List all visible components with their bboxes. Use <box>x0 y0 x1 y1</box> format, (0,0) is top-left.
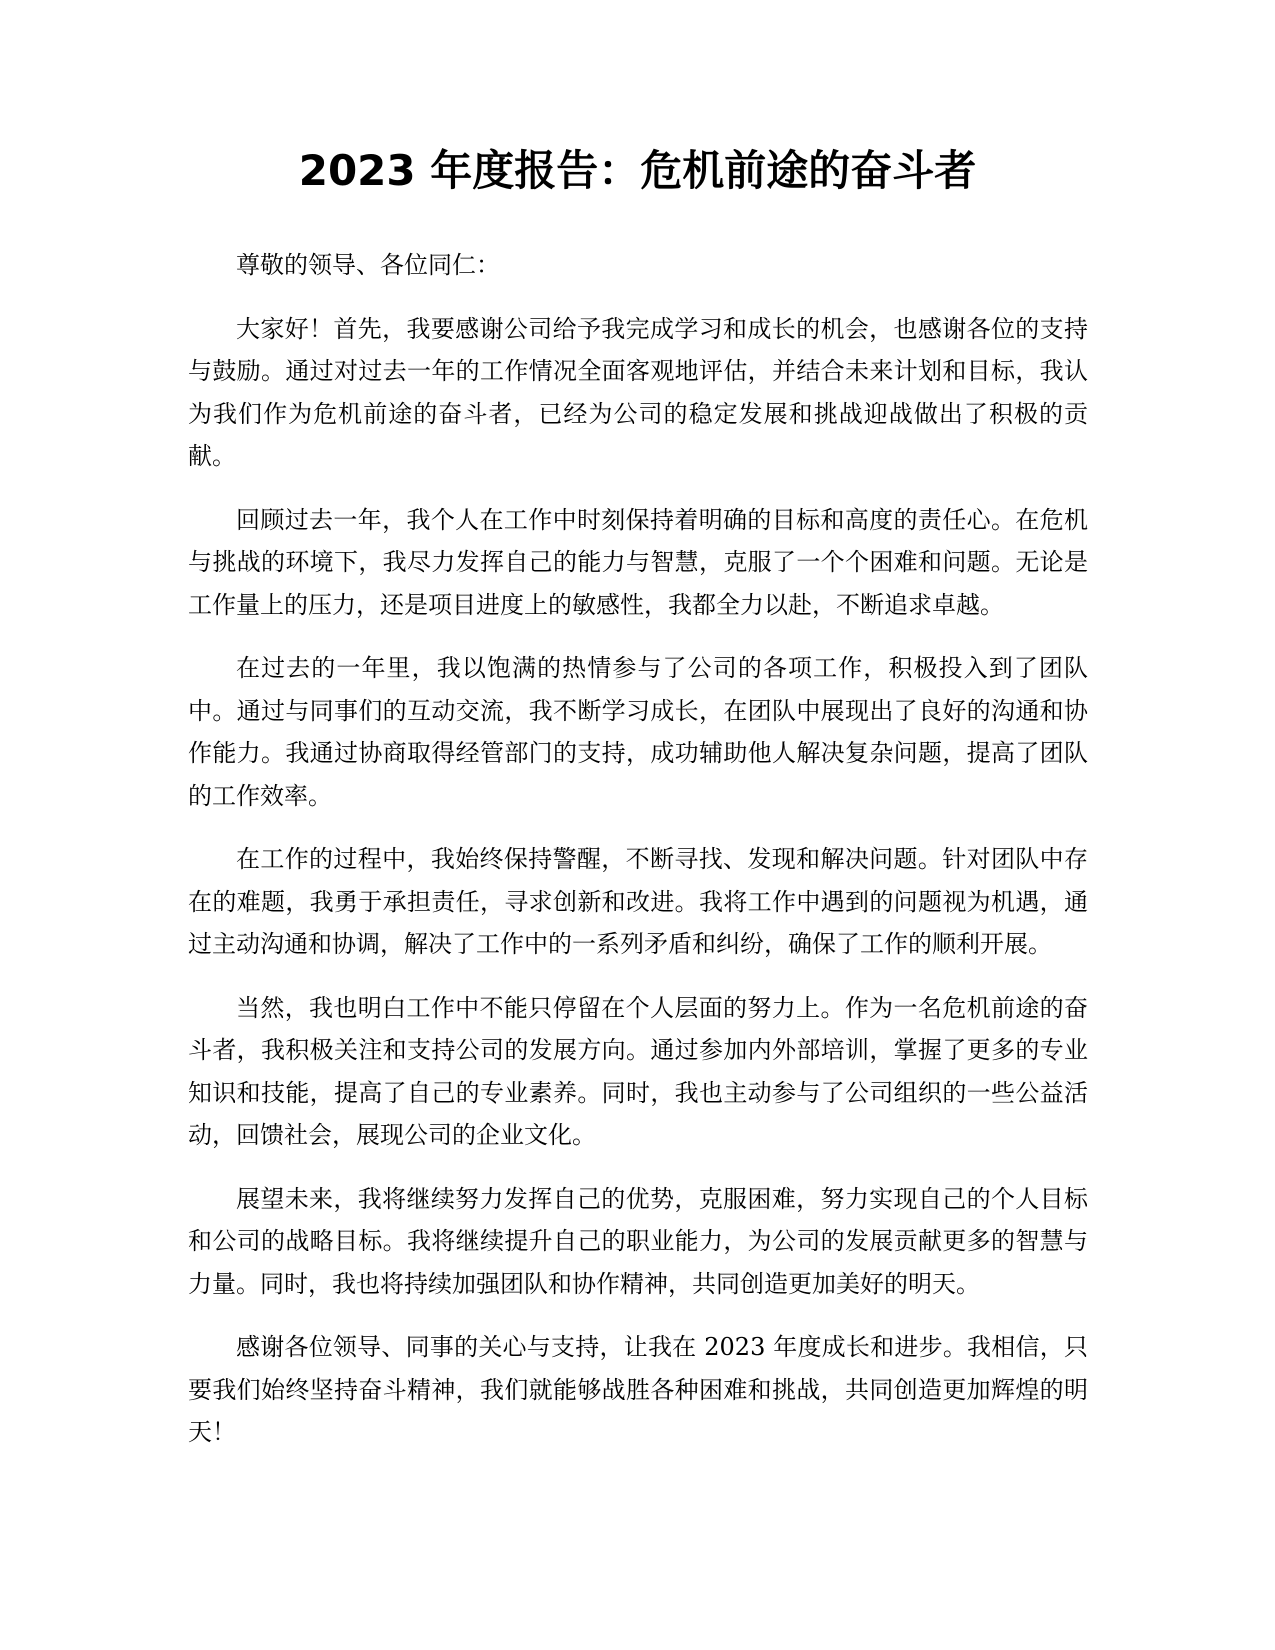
paragraph-5: 当然，我也明白工作中不能只停留在个人层面的努力上。作为一名危机前途的奋斗者，我积极关注和支持公司的发展方向。通过参加内外部培训，掌握了更多的专业知识和技能，提高了自己的专业素养。同时，我也主动参与了公司组织的一些公益活动，回馈社会，展现公司的企业文化。 <box>188 993 1088 1149</box>
paragraph-1: 大家好！首先，我要感谢公司给予我完成学习和成长的机会，也感谢各位的支持与鼓励。通过对过去一年的工作情况全面客观地评估，并结合未来计划和目标，我认为我们作为危机前途的奋斗者，已经为公司的稳定发展和挑战迎战做出了积极的贡献。 <box>188 314 1088 470</box>
paragraph-2: 回顾过去一年，我个人在工作中时刻保持着明确的目标和高度的责任心。在危机与挑战的环境下，我尽力发挥自己的能力与智慧，克服了一个个困难和问题。无论是工作量上的压力，还是项目进度上的敏感性，我都全力以赴，不断追求卓越。 <box>188 505 1088 619</box>
paragraph-7: 感谢各位领导、同事的关心与支持，让我在 2023 年度成长和进步。我相信，只要我们始终坚持奋斗精神，我们就能够战胜各种困难和挑战，共同创造更加辉煌的明天！ <box>188 1333 1088 1446</box>
paragraph-3: 在过去的一年里，我以饱满的热情参与了公司的各项工作，积极投入到了团队中。通过与同事们的互动交流，我不断学习成长，在团队中展现出了良好的沟通和协作能力。我通过协商取得经管部门的支持，成功辅助他人解决复杂问题，提高了团队的工作效率。 <box>188 654 1088 810</box>
document-body <box>188 244 1088 1475</box>
paragraph-4: 在工作的过程中，我始终保持警醒，不断寻找、发现和解决问题。针对团队中存在的难题，我勇于承担责任，寻求创新和改进。我将工作中遇到的问题视为机遇，通过主动沟通和协调，解决了工作中的一系列矛盾和纠纷，确保了工作的顺利开展。 <box>188 845 1088 958</box>
salutation: 尊敬的领导、各位同仁： <box>236 251 500 279</box>
paragraph-6: 展望未来，我将继续努力发挥自己的优势，克服困难，努力实现自己的个人目标和公司的战略目标。我将继续提升自己的职业能力，为公司的发展贡献更多的智慧与力量。同时，我也将持续加强团队和协作精神，共同创造更加美好的明天。 <box>188 1184 1088 1298</box>
document-title: 2023 年度报告：危机前途的奋斗者 <box>298 146 977 195</box>
